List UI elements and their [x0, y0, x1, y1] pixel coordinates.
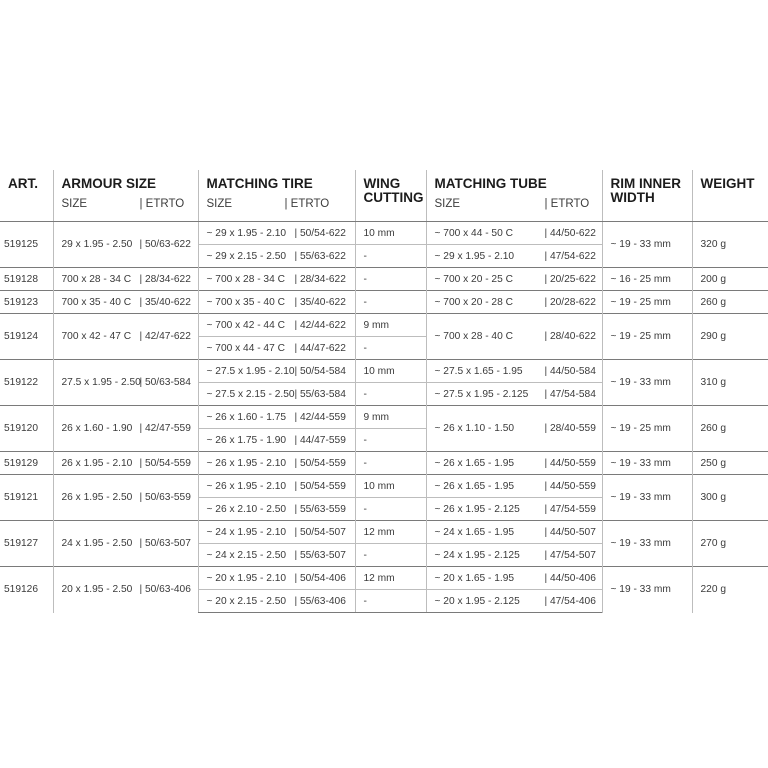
matching-tube-cell [426, 245, 602, 268]
header-armour-size [53, 170, 198, 222]
matching-tire-cell [198, 383, 355, 406]
armour-etrto: | 50/54-559 [139, 457, 191, 469]
header-rim-line2: WIDTH [610, 190, 655, 205]
tire-size: ~ 26 x 1.95 - 2.10 [206, 480, 287, 492]
armour-size-cell [53, 222, 198, 268]
rim-inner-width: ~ 19 - 25 mm [602, 314, 692, 360]
rim-inner-width: ~ 19 - 25 mm [602, 406, 692, 452]
armour-size-cell [53, 475, 198, 521]
tube-size: ~ 24 x 1.95 - 2.125 [434, 549, 520, 561]
weight: 200 g [692, 268, 768, 291]
tube-size: ~ 700 x 20 - 28 C [434, 296, 513, 308]
tire-etrto: | 28/34-622 [294, 273, 346, 285]
tire-size: ~ 24 x 1.95 - 2.10 [206, 526, 287, 538]
tube-size: ~ 700 x 28 - 40 C [434, 331, 513, 342]
table-row [0, 567, 768, 590]
header-armour-etrto-sub: | ETRTO [139, 198, 185, 210]
wing-cutting: 9 mm [355, 406, 426, 429]
tube-size: ~ 27.5 x 1.65 - 1.95 [434, 365, 523, 377]
matching-tire-cell [198, 360, 355, 383]
tire-size: ~ 26 x 1.60 - 1.75 [206, 411, 287, 423]
tube-etrto: | 47/54-406 [544, 595, 596, 607]
matching-tube-cell [426, 521, 602, 544]
tire-etrto: | 55/63-584 [294, 388, 346, 400]
rim-inner-width: ~ 16 - 25 mm [602, 268, 692, 291]
tube-etrto: | 47/54-507 [544, 549, 596, 561]
tire-etrto: | 35/40-622 [294, 296, 346, 308]
tire-size: ~ 26 x 1.75 - 1.90 [206, 434, 287, 446]
matching-tube-cell [426, 383, 602, 406]
header-rim-inner-width [602, 170, 692, 222]
armour-size-cell [53, 567, 198, 613]
weight: 320 g [692, 222, 768, 268]
art-number: 519120 [0, 406, 53, 452]
matching-tire-cell [198, 291, 355, 314]
matching-tube-cell [426, 406, 602, 452]
tube-etrto: | 44/50-622 [544, 227, 596, 239]
matching-tube-cell [426, 498, 602, 521]
header-tire-title: MATCHING TIRE [206, 176, 313, 191]
weight: 260 g [692, 291, 768, 314]
matching-tube-cell [426, 544, 602, 567]
armour-size: 26 x 1.60 - 1.90 [61, 423, 133, 434]
tire-etrto: | 50/54-507 [294, 526, 346, 538]
armour-size: 700 x 42 - 47 C [61, 331, 132, 342]
tube-size: ~ 26 x 1.95 - 2.125 [434, 503, 520, 515]
tube-size: ~ 26 x 1.65 - 1.95 [434, 480, 515, 492]
rim-inner-width: ~ 19 - 33 mm [602, 222, 692, 268]
tube-etrto: | 28/40-559 [544, 423, 596, 434]
tire-etrto: | 55/63-622 [294, 250, 346, 262]
armour-size-cell [53, 521, 198, 567]
weight: 310 g [692, 360, 768, 406]
table-row [0, 268, 768, 291]
art-number: 519123 [0, 291, 53, 314]
tire-size: ~ 700 x 42 - 44 C [206, 319, 285, 331]
header-rim-line1: RIM INNER [610, 176, 681, 191]
wing-cutting: - [355, 291, 426, 314]
tube-etrto: | 47/54-559 [544, 503, 596, 515]
tire-etrto: | 44/47-622 [294, 342, 346, 354]
tire-size: ~ 29 x 2.15 - 2.50 [206, 250, 287, 262]
wing-cutting: - [355, 245, 426, 268]
armour-size: 700 x 35 - 40 C [61, 296, 132, 308]
table-row [0, 222, 768, 245]
art-number: 519129 [0, 452, 53, 475]
table-row [0, 291, 768, 314]
tire-size: ~ 26 x 1.95 - 2.10 [206, 457, 287, 469]
tire-etrto: | 55/63-406 [294, 595, 346, 607]
rim-inner-width: ~ 19 - 33 mm [602, 360, 692, 406]
rim-inner-width: ~ 19 - 33 mm [602, 452, 692, 475]
tire-size: ~ 27.5 x 2.15 - 2.50 [206, 388, 295, 400]
header-tire-size-sub: SIZE [206, 198, 233, 210]
rim-inner-width: ~ 19 - 33 mm [602, 521, 692, 567]
armour-etrto: | 50/63-559 [139, 492, 191, 503]
tire-etrto: | 50/54-622 [294, 227, 346, 239]
armour-size-cell [53, 452, 198, 475]
art-number: 519128 [0, 268, 53, 291]
armour-size: 29 x 1.95 - 2.50 [61, 239, 133, 250]
armour-size: 20 x 1.95 - 2.50 [61, 584, 133, 596]
armour-etrto: | 50/63-507 [139, 538, 191, 549]
tire-etrto: | 42/44-622 [294, 319, 346, 331]
table-row [0, 360, 768, 383]
tube-etrto: | 44/50-559 [544, 457, 596, 469]
tube-size: ~ 26 x 1.65 - 1.95 [434, 457, 515, 469]
tire-etrto: | 55/63-559 [294, 503, 346, 515]
armour-size-cell [53, 406, 198, 452]
matching-tire-cell [198, 245, 355, 268]
matching-tire-cell [198, 429, 355, 452]
armour-size-cell [53, 291, 198, 314]
tire-etrto: | 50/54-406 [294, 572, 346, 584]
header-armour-size-sub: SIZE [61, 198, 88, 210]
matching-tire-cell [198, 268, 355, 291]
wing-cutting: 10 mm [355, 360, 426, 383]
table-row [0, 475, 768, 498]
wing-cutting: - [355, 383, 426, 406]
tire-size: ~ 29 x 1.95 - 2.10 [206, 227, 287, 239]
tire-size: ~ 24 x 2.15 - 2.50 [206, 549, 287, 561]
wing-cutting: 12 mm [355, 567, 426, 590]
armour-size: 27.5 x 1.95 - 2.50 [61, 377, 141, 388]
header-wing-cutting [355, 170, 426, 222]
table-body [0, 222, 768, 613]
armour-etrto: | 50/63-406 [139, 584, 191, 596]
header-tube-size-sub: SIZE [434, 198, 461, 210]
matching-tire-cell [198, 475, 355, 498]
matching-tire-cell [198, 406, 355, 429]
tube-size: ~ 24 x 1.65 - 1.95 [434, 526, 515, 538]
header-tube-etrto-sub: | ETRTO [544, 198, 590, 210]
art-number: 519121 [0, 475, 53, 521]
tire-size: ~ 20 x 1.95 - 2.10 [206, 572, 287, 584]
header-wing-line2: CUTTING [363, 190, 424, 205]
matching-tire-cell [198, 544, 355, 567]
weight: 250 g [692, 452, 768, 475]
header-weight: WEIGHT [692, 170, 768, 222]
tube-size: ~ 20 x 1.65 - 1.95 [434, 572, 515, 584]
size-chart [0, 170, 768, 613]
wing-cutting: - [355, 337, 426, 360]
weight: 300 g [692, 475, 768, 521]
table-row [0, 452, 768, 475]
tube-etrto: | 44/50-559 [544, 480, 596, 492]
header-matching-tire [198, 170, 355, 222]
wing-cutting: - [355, 429, 426, 452]
tube-size: ~ 27.5 x 1.95 - 2.125 [434, 388, 529, 400]
matching-tire-cell [198, 314, 355, 337]
armour-etrto: | 35/40-622 [139, 296, 191, 308]
armour-size: 24 x 1.95 - 2.50 [61, 538, 133, 549]
matching-tire-cell [198, 337, 355, 360]
matching-tube-cell [426, 360, 602, 383]
tube-size: ~ 26 x 1.10 - 1.50 [434, 423, 515, 434]
matching-tire-cell [198, 567, 355, 590]
wing-cutting: - [355, 498, 426, 521]
matching-tube-cell [426, 567, 602, 590]
armour-etrto: | 50/63-622 [139, 239, 191, 250]
wing-cutting: 10 mm [355, 475, 426, 498]
matching-tube-cell [426, 268, 602, 291]
matching-tube-cell [426, 590, 602, 613]
armour-size: 700 x 28 - 34 C [61, 273, 132, 285]
header-tire-etrto-sub: | ETRTO [284, 198, 330, 210]
table-row [0, 406, 768, 429]
wing-cutting: - [355, 544, 426, 567]
tire-size: ~ 26 x 2.10 - 2.50 [206, 503, 287, 515]
tire-etrto: | 44/47-559 [294, 434, 346, 446]
matching-tube-cell [426, 452, 602, 475]
art-number: 519122 [0, 360, 53, 406]
matching-tire-cell [198, 590, 355, 613]
tire-etrto: | 55/63-507 [294, 549, 346, 561]
header-armour-title: ARMOUR SIZE [61, 176, 156, 191]
tube-etrto: | 28/40-622 [544, 331, 596, 342]
art-number: 519124 [0, 314, 53, 360]
tube-etrto: | 20/25-622 [544, 273, 596, 285]
tube-size: ~ 29 x 1.95 - 2.10 [434, 250, 515, 262]
table-row [0, 314, 768, 337]
tube-size: ~ 700 x 20 - 25 C [434, 273, 513, 285]
header-wing-line1: WING [363, 176, 401, 191]
header-row [0, 170, 768, 222]
size-table [0, 170, 768, 613]
armour-size: 26 x 1.95 - 2.10 [61, 457, 133, 469]
weight: 270 g [692, 521, 768, 567]
wing-cutting: - [355, 452, 426, 475]
tire-size: ~ 27.5 x 1.95 - 2.10 [206, 365, 295, 377]
armour-etrto: | 42/47-622 [139, 331, 191, 342]
matching-tire-cell [198, 498, 355, 521]
matching-tube-cell [426, 314, 602, 360]
matching-tire-cell [198, 452, 355, 475]
table-row [0, 521, 768, 544]
wing-cutting: 9 mm [355, 314, 426, 337]
header-tube-title: MATCHING TUBE [434, 176, 547, 191]
armour-etrto: | 42/47-559 [139, 423, 191, 434]
tube-etrto: | 44/50-584 [544, 365, 596, 377]
tire-etrto: | 50/54-559 [294, 457, 346, 469]
tire-size: ~ 700 x 35 - 40 C [206, 296, 285, 308]
tire-size: ~ 700 x 28 - 34 C [206, 273, 285, 285]
header-matching-tube [426, 170, 602, 222]
tube-size: ~ 700 x 44 - 50 C [434, 227, 513, 239]
tube-size: ~ 20 x 1.95 - 2.125 [434, 595, 520, 607]
wing-cutting: - [355, 590, 426, 613]
wing-cutting: 12 mm [355, 521, 426, 544]
header-art: ART. [0, 170, 53, 222]
armour-etrto: | 28/34-622 [139, 273, 191, 285]
tube-etrto: | 47/54-622 [544, 250, 596, 262]
rim-inner-width: ~ 19 - 25 mm [602, 291, 692, 314]
art-number: 519127 [0, 521, 53, 567]
tire-etrto: | 50/54-584 [294, 365, 346, 377]
rim-inner-width: ~ 19 - 33 mm [602, 475, 692, 521]
matching-tube-cell [426, 475, 602, 498]
armour-etrto: | 50/63-584 [139, 377, 191, 388]
tire-size: ~ 20 x 2.15 - 2.50 [206, 595, 287, 607]
tube-etrto: | 47/54-584 [544, 388, 596, 400]
tube-etrto: | 44/50-507 [544, 526, 596, 538]
art-number: 519126 [0, 567, 53, 613]
matching-tire-cell [198, 521, 355, 544]
wing-cutting: 10 mm [355, 222, 426, 245]
rim-inner-width: ~ 19 - 33 mm [602, 567, 692, 613]
weight: 260 g [692, 406, 768, 452]
armour-size: 26 x 1.95 - 2.50 [61, 492, 133, 503]
matching-tube-cell [426, 291, 602, 314]
matching-tire-cell [198, 222, 355, 245]
armour-size-cell [53, 314, 198, 360]
weight: 220 g [692, 567, 768, 613]
art-number: 519125 [0, 222, 53, 268]
tube-etrto: | 20/28-622 [544, 296, 596, 308]
tire-etrto: | 50/54-559 [294, 480, 346, 492]
tire-etrto: | 42/44-559 [294, 411, 346, 423]
armour-size-cell [53, 268, 198, 291]
tire-size: ~ 700 x 44 - 47 C [206, 342, 285, 354]
wing-cutting: - [355, 268, 426, 291]
armour-size-cell [53, 360, 198, 406]
tube-etrto: | 44/50-406 [544, 572, 596, 584]
weight: 290 g [692, 314, 768, 360]
matching-tube-cell [426, 222, 602, 245]
